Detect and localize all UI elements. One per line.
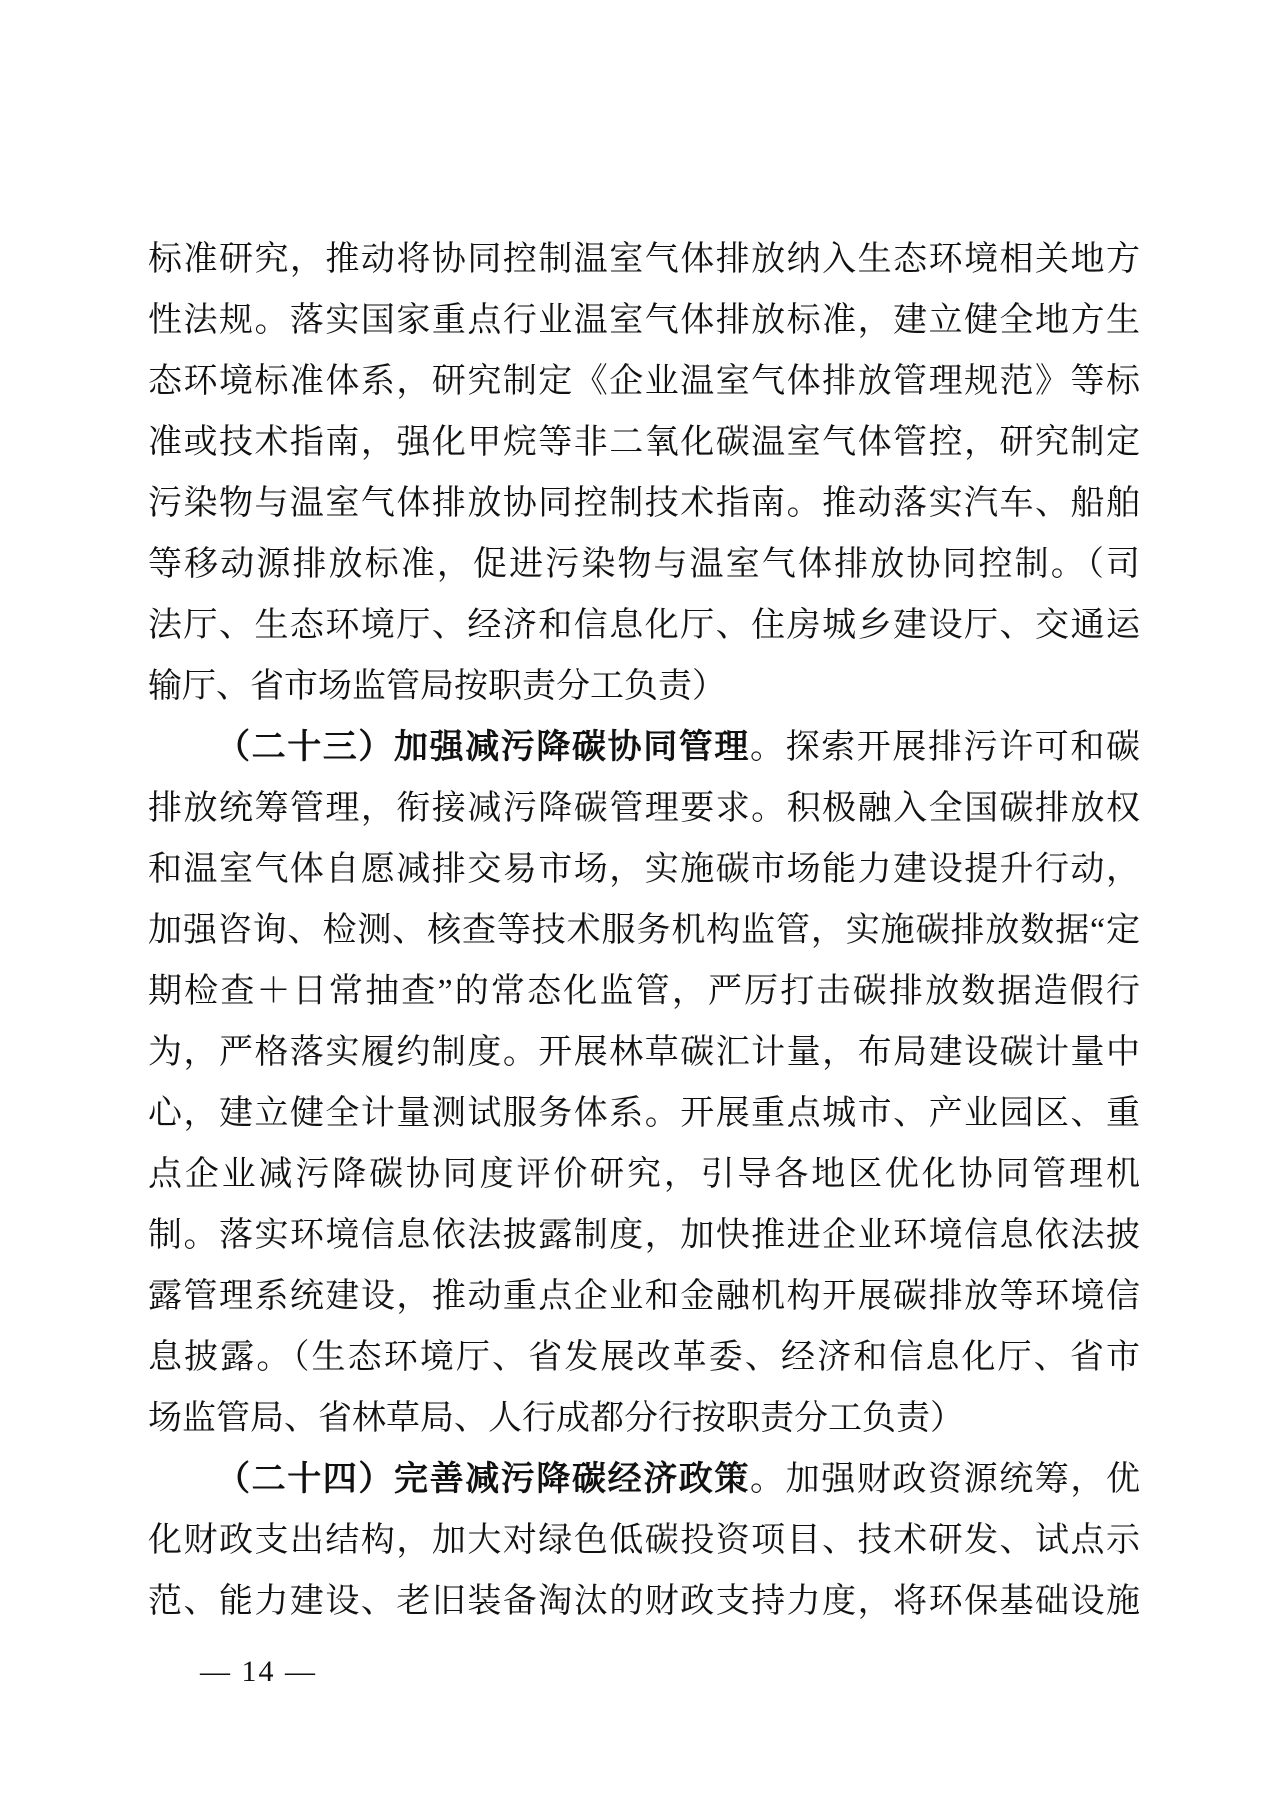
heading-text: （二十三）加强减污降碳协同管理 — [216, 729, 750, 766]
text-line — [148, 961, 1140, 1022]
text-line — [148, 839, 1140, 900]
body-text: 态环境标准体系，研究制定《企业温室气体排放管理规范》等标 — [148, 363, 1140, 400]
body-text: 范、能力建设、老旧装备淘汰的财政支持力度，将环保基础设施 — [148, 1583, 1140, 1620]
body-text: 。探索开展排污许可和碳 — [750, 729, 1140, 766]
body-text: 露管理系统建设，推动重点企业和金融机构开展碳排放等环境信 — [148, 1278, 1140, 1315]
page-number: — 14 — — [200, 1655, 317, 1688]
heading-text: （二十四）完善减污降碳经济政策 — [216, 1461, 750, 1498]
body-text: 点企业减污降碳协同度评价研究，引导各地区优化协同管理机 — [148, 1156, 1140, 1193]
text-line — [148, 1083, 1140, 1144]
body-text: 场监管局、省林草局、人行成都分行按职责分工负责） — [148, 1400, 964, 1437]
body-text: 等移动源排放标准，促进污染物与温室气体排放协同控制。（司 — [148, 546, 1140, 583]
body-text: 息披露。（生态环境厅、省发展改革委、经济和信息化厅、省市 — [148, 1339, 1140, 1376]
body-text: 准或技术指南，强化甲烷等非二氧化碳温室气体管控，研究制定 — [148, 424, 1140, 461]
text-line — [148, 1022, 1140, 1083]
body-text: 性法规。落实国家重点行业温室气体排放标准，建立健全地方生 — [148, 302, 1140, 339]
text-line — [148, 1571, 1140, 1632]
body-text: 污染物与温室气体排放协同控制技术指南。推动落实汽车、船舶 — [148, 485, 1140, 522]
text-line — [148, 595, 1140, 656]
text-line — [148, 473, 1140, 534]
body-text: 加强咨询、检测、核查等技术服务机构监管，实施碳排放数据“定 — [148, 912, 1140, 949]
text-line — [148, 534, 1140, 595]
text-line — [148, 290, 1140, 351]
text-line — [148, 1510, 1140, 1571]
text-line — [148, 1449, 1140, 1510]
body-text: 。加强财政资源统筹，优 — [750, 1461, 1140, 1498]
text-line — [148, 351, 1140, 412]
text-line — [148, 656, 1140, 717]
body-text: 化财政支出结构，加大对绿色低碳投资项目、技术研发、试点示 — [148, 1522, 1140, 1559]
body-text: 期检查＋日常抽查”的常态化监管，严厉打击碳排放数据造假行 — [148, 973, 1140, 1010]
body-text: 心，建立健全计量测试服务体系。开展重点城市、产业园区、重 — [148, 1095, 1140, 1132]
text-line — [148, 412, 1140, 473]
body-text: 法厅、生态环境厅、经济和信息化厅、住房城乡建设厅、交通运 — [148, 607, 1140, 644]
text-line — [148, 1266, 1140, 1327]
text-line — [148, 1388, 1140, 1449]
text-line — [148, 1327, 1140, 1388]
text-line — [148, 900, 1140, 961]
text-line — [148, 1205, 1140, 1266]
document-body — [148, 229, 1140, 1632]
body-text: 输厅、省市场监管局按职责分工负责） — [148, 668, 726, 705]
body-text: 制。落实环境信息依法披露制度，加快推进企业环境信息依法披 — [148, 1217, 1140, 1254]
body-text: 排放统筹管理，衔接减污降碳管理要求。积极融入全国碳排放权 — [148, 790, 1140, 827]
body-text: 和温室气体自愿减排交易市场，实施碳市场能力建设提升行动， — [148, 851, 1140, 888]
text-line — [148, 717, 1140, 778]
text-line — [148, 1144, 1140, 1205]
body-text: 标准研究，推动将协同控制温室气体排放纳入生态环境相关地方 — [148, 241, 1140, 278]
text-line — [148, 229, 1140, 290]
body-text: 为，严格落实履约制度。开展林草碳汇计量，布局建设碳计量中 — [148, 1034, 1140, 1071]
text-line — [148, 778, 1140, 839]
